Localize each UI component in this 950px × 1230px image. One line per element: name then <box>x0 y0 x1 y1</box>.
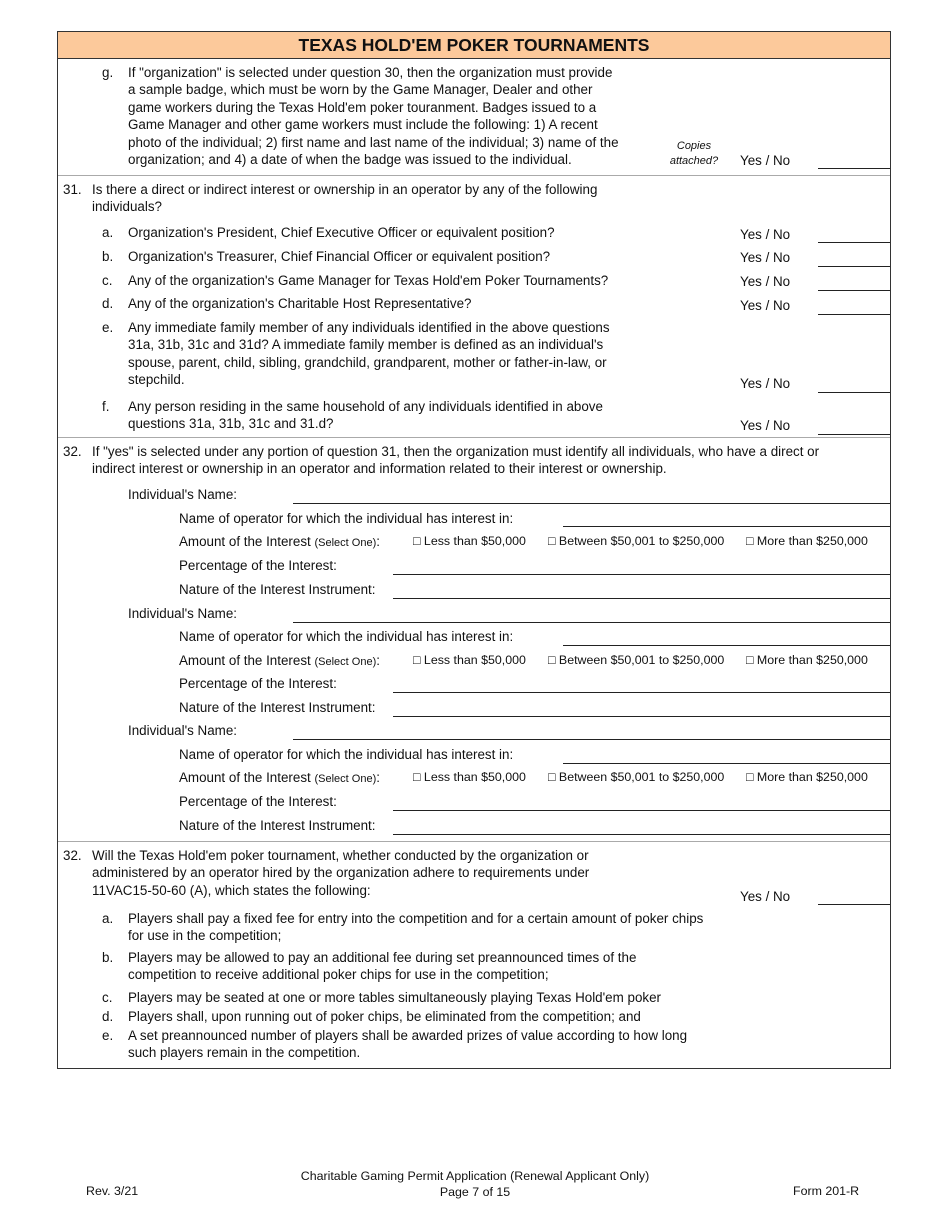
q31a-answer-line[interactable] <box>818 242 890 243</box>
option-between-50001-250000[interactable]: □ Between $50,001 to $250,000 <box>548 653 725 667</box>
footer-form-number: Form 201-R <box>793 1184 860 1198</box>
option-less-than-50000[interactable]: □ Less than $50,000 <box>413 770 526 784</box>
option-less-than-50000[interactable]: □ Less than $50,000 <box>413 534 526 548</box>
percentage-line[interactable] <box>393 692 890 693</box>
q30g-line-1: If "organization" is selected under question 30, then the organization must provide <box>128 65 613 80</box>
option-between-50001-250000[interactable]: □ Between $50,001 to $250,000 <box>548 534 725 548</box>
option-between-50001-250000[interactable]: □ Between $50,001 to $250,000 <box>548 770 725 784</box>
individual-name-line[interactable] <box>293 503 890 504</box>
nature-label: Nature of the Interest Instrument: <box>179 818 376 833</box>
q30g-letter: g. <box>102 65 114 80</box>
q32b-d-letter: d. <box>102 1009 114 1024</box>
divider <box>58 175 890 176</box>
option-less-than-50000[interactable]: □ Less than $50,000 <box>413 653 526 667</box>
footer-rev: Rev. 3/21 <box>86 1184 139 1198</box>
q31c-letter: c. <box>102 273 113 288</box>
q31f-answer-line[interactable] <box>818 434 890 435</box>
option-more-than-250000[interactable]: □ More than $250,000 <box>746 534 868 548</box>
q31c-yes-no: Yes / No <box>740 274 791 289</box>
q31e-answer-line[interactable] <box>818 392 890 393</box>
q31b-text: Organization's Treasurer, Chief Financial Officer or equivalent position? <box>128 249 551 264</box>
nature-line[interactable] <box>393 598 890 599</box>
q31a-yes-no: Yes / No <box>740 227 791 242</box>
q30g-line-3: game workers during the Texas Hold'em poker touranment. Badges issued to a <box>128 99 597 115</box>
q31e-letter: e. <box>102 320 114 335</box>
q32b-b-line-1: Players may be allowed to pay an additional fee during set preannounced times of the <box>128 950 637 965</box>
individual-name-label: Individual's Name: <box>128 487 237 502</box>
q31d-yes-no: Yes / No <box>740 298 791 313</box>
q32b-c-text: Players may be seated at one or more tables simultaneously playing Texas Hold'em poker <box>128 990 662 1005</box>
q31e-line-2: 31a, 31b, 31c and 31d? A immediate family member is defined as an individual's <box>128 337 604 353</box>
percentage-label: Percentage of the Interest: <box>179 794 337 809</box>
q31e-line-1: Any immediate family member of any individuals identified in the above questions <box>128 320 610 335</box>
q32-line-2: indirect interest or ownership in an operator and information related to their interest or ownership. <box>92 461 667 477</box>
nature-label: Nature of the Interest Instrument: <box>179 582 376 597</box>
q31f-line-2: questions 31a, 31b, 31c and 31.d? <box>128 416 334 432</box>
q31-number: 31. <box>63 182 82 197</box>
option-more-than-250000[interactable]: □ More than $250,000 <box>746 770 868 784</box>
q32b-b-line-2: competition to receive additional poker chips for use in the competition; <box>128 967 549 983</box>
q30g-yes-no: Yes / No <box>740 153 791 168</box>
percentage-line[interactable] <box>393 574 890 575</box>
q30g-answer-line[interactable] <box>818 168 890 169</box>
percentage-line[interactable] <box>393 810 890 811</box>
q32b-number: 32. <box>63 848 82 863</box>
individual-name-line[interactable] <box>293 739 890 740</box>
percentage-label: Percentage of the Interest: <box>179 676 337 691</box>
q31b-yes-no: Yes / No <box>740 250 791 265</box>
q30g-line-4: Game Manager and other game workers must include the following: 1) A recent <box>128 117 598 133</box>
q32b-yes-no: Yes / No <box>740 889 791 904</box>
option-more-than-250000[interactable]: □ More than $250,000 <box>746 653 868 667</box>
q32b-a-line-1: Players shall pay a fixed fee for entry into the competition and for a certain amount of poker chips <box>128 911 704 926</box>
q31-line-2: individuals? <box>92 199 162 215</box>
q31e-yes-no: Yes / No <box>740 376 791 391</box>
q32b-a-letter: a. <box>102 911 114 926</box>
individual-name-label: Individual's Name: <box>128 606 237 621</box>
q32b-line-2: administered by an operator hired by the organization adhere to requirements under <box>92 865 590 881</box>
divider <box>58 437 890 438</box>
q32b-e-line-1: A set preannounced number of players shall be awarded prizes of value according to how long <box>128 1028 688 1043</box>
q32b-answer-line[interactable] <box>818 904 890 905</box>
operator-label: Name of operator for which the individual has interest in: <box>179 629 514 644</box>
q31b-answer-line[interactable] <box>818 266 890 267</box>
q31f-line-1: Any person residing in the same household of any individuals identified in above <box>128 399 603 414</box>
divider <box>58 841 890 842</box>
nature-line[interactable] <box>393 716 890 717</box>
q31d-answer-line[interactable] <box>818 314 890 315</box>
operator-label: Name of operator for which the individual has interest in: <box>179 511 514 526</box>
q31c-answer-line[interactable] <box>818 290 890 291</box>
footer-page-number: Page 7 of 15 <box>439 1185 511 1199</box>
nature-label: Nature of the Interest Instrument: <box>179 700 376 715</box>
q32-line-1: If "yes" is selected under any portion of question 31, then the organization must identify all individuals, who have a direct or <box>92 444 820 459</box>
q32b-line-3: 11VAC15-50-60 (A), which states the following: <box>92 882 371 898</box>
amount-label: Amount of the Interest (Select One): <box>179 653 380 668</box>
q31b-letter: b. <box>102 249 114 264</box>
footer-title: Charitable Gaming Permit Application (Renewal Applicant Only) <box>300 1169 650 1183</box>
individual-name-label: Individual's Name: <box>128 723 237 738</box>
copies-label-2: attached? <box>669 154 719 167</box>
q32b-c-letter: c. <box>102 990 113 1005</box>
q31a-text: Organization's President, Chief Executive Officer or equivalent position? <box>128 225 555 240</box>
q30g-line-2: a sample badge, which must be worn by the Game Manager, Dealer and other <box>128 82 593 98</box>
individual-name-line[interactable] <box>293 622 890 623</box>
q30g-line-5: photo of the individual; 2) first name and last name of the individual; 3) name of the <box>128 134 619 150</box>
q30g-line-6: organization; and 4) a date of when the badge was issued to the individual. <box>128 152 572 167</box>
q32b-e-line-2: such players remain in the competition. <box>128 1045 361 1061</box>
percentage-label: Percentage of the Interest: <box>179 558 337 573</box>
q32b-d-text: Players shall, upon running out of poker chips, be eliminated from the competition; and <box>128 1009 641 1024</box>
operator-line[interactable] <box>563 763 890 764</box>
q32b-line-1: Will the Texas Hold'em poker tournament, whether conducted by the organization or <box>92 848 589 863</box>
q31-line-1: Is there a direct or indirect interest or ownership in an operator by any of the following <box>92 182 598 197</box>
nature-line[interactable] <box>393 834 890 835</box>
copies-label-1: Copies <box>676 140 712 152</box>
q31e-line-4: stepchild. <box>128 372 185 388</box>
q32b-a-line-2: for use in the competition; <box>128 928 282 944</box>
q31f-yes-no: Yes / No <box>740 418 791 433</box>
q32b-b-letter: b. <box>102 950 114 965</box>
q32-number: 32. <box>63 444 82 459</box>
q31e-line-3: spouse, parent, child, sibling, grandchild, grandparent, mother or father-in-law, or <box>128 354 607 370</box>
section-header: TEXAS HOLD'EM POKER TOURNAMENTS <box>58 32 890 59</box>
q31c-text: Any of the organization's Game Manager for Texas Hold'em Poker Tournaments? <box>128 273 609 288</box>
amount-label: Amount of the Interest (Select One): <box>179 534 380 549</box>
q31f-letter: f. <box>102 399 110 414</box>
form-frame <box>57 31 891 1069</box>
operator-line[interactable] <box>563 526 890 527</box>
operator-label: Name of operator for which the individual has interest in: <box>179 747 514 762</box>
q31d-text: Any of the organization's Charitable Host Representative? <box>128 296 472 311</box>
q31d-letter: d. <box>102 296 114 311</box>
operator-line[interactable] <box>563 645 890 646</box>
amount-label: Amount of the Interest (Select One): <box>179 770 380 785</box>
q31a-letter: a. <box>102 225 114 240</box>
q32b-e-letter: e. <box>102 1028 114 1043</box>
